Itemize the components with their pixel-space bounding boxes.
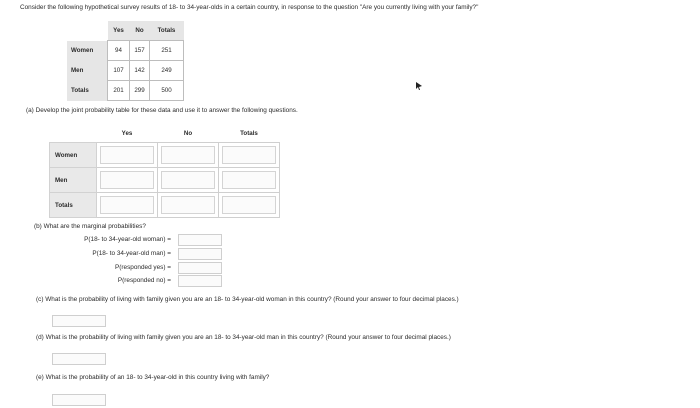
joint-col-no: No: [158, 125, 219, 143]
survey-cell: 107: [108, 61, 130, 81]
survey-row-label: Women: [67, 41, 108, 61]
joint-row-men: [50, 168, 280, 193]
joint-col-totals: Totals: [219, 125, 280, 143]
joint-men-yes-input[interactable]: [100, 171, 154, 189]
equals-sign: =: [167, 236, 171, 243]
equals-sign: =: [167, 264, 171, 271]
part-e-text: (e) What is the probability of an 18- to 34-year-old in this country living with family?: [36, 374, 270, 381]
joint-men-totals-input[interactable]: [222, 171, 276, 189]
joint-totals-totals-input[interactable]: [222, 196, 276, 214]
joint-probability-table: [49, 125, 280, 218]
survey-col-no: No: [130, 21, 150, 41]
marginal-label-man: [20, 250, 171, 257]
part-b-text: (b) What are the marginal probabilities?: [34, 223, 146, 230]
joint-men-no-input[interactable]: [161, 171, 215, 189]
part-d-answer-input[interactable]: [52, 353, 106, 365]
marginal-man-input[interactable]: [178, 248, 222, 260]
survey-row-label: Totals: [67, 81, 108, 101]
survey-row-totals: [67, 81, 184, 101]
survey-table: [67, 21, 184, 101]
joint-col-yes: Yes: [97, 125, 158, 143]
survey-cell: 201: [108, 81, 130, 101]
equals-sign: =: [167, 250, 171, 257]
survey-cell: 249: [150, 61, 184, 81]
marginal-label-text: P(18- to 34-year-old man): [92, 250, 166, 257]
survey-cell: 500: [150, 81, 184, 101]
part-d-text: (d) What is the probability of living with family given you are an 18- to 34-year-old man in this country? (Round your answer to four decimal places.): [36, 334, 451, 341]
marginal-label-woman: [20, 236, 171, 243]
joint-totals-no-input[interactable]: [161, 196, 215, 214]
survey-cell: 251: [150, 41, 184, 61]
survey-cell: 94: [108, 41, 130, 61]
survey-row-women: [67, 41, 184, 61]
part-e-answer-input[interactable]: [52, 394, 106, 406]
joint-row-women: [50, 143, 280, 168]
question-intro: Consider the following hypothetical survey results of 18- to 34-year-olds in a certain country, in response to the question "Are you currently living with your family?": [20, 4, 479, 11]
marginal-label-text: P(18- to 34-year-old woman): [84, 236, 166, 243]
marginal-label-text: P(responded no): [117, 277, 166, 284]
survey-cell: 142: [130, 61, 150, 81]
joint-women-totals-input[interactable]: [222, 146, 276, 164]
joint-row-totals: [50, 193, 280, 218]
joint-women-yes-input[interactable]: [100, 146, 154, 164]
cursor-icon: [416, 82, 423, 91]
marginal-yes-input[interactable]: [178, 262, 222, 274]
survey-row-men: [67, 61, 184, 81]
joint-row-label: Men: [50, 168, 97, 193]
joint-women-no-input[interactable]: [161, 146, 215, 164]
marginal-no-input[interactable]: [178, 275, 222, 287]
equals-sign: =: [167, 277, 171, 284]
survey-col-yes: Yes: [108, 21, 130, 41]
joint-row-label: Women: [50, 143, 97, 168]
marginal-label-text: P(responded yes): [115, 264, 166, 271]
marginal-label-no: [20, 277, 171, 284]
survey-cell: 157: [130, 41, 150, 61]
survey-cell: 299: [130, 81, 150, 101]
joint-row-label: Totals: [50, 193, 97, 218]
marginal-woman-input[interactable]: [178, 234, 222, 246]
part-c-answer-input[interactable]: [52, 315, 106, 327]
joint-totals-yes-input[interactable]: [100, 196, 154, 214]
survey-row-label: Men: [67, 61, 108, 81]
part-a-text: (a) Develop the joint probability table for these data and use it to answer the following questions.: [26, 107, 298, 114]
marginal-label-yes: [20, 264, 171, 271]
survey-col-totals: Totals: [150, 21, 184, 41]
part-c-text: (c) What is the probability of living with family given you are an 18- to 34-year-old woman in this country? (Round your answer to four decimal places.): [36, 296, 459, 303]
